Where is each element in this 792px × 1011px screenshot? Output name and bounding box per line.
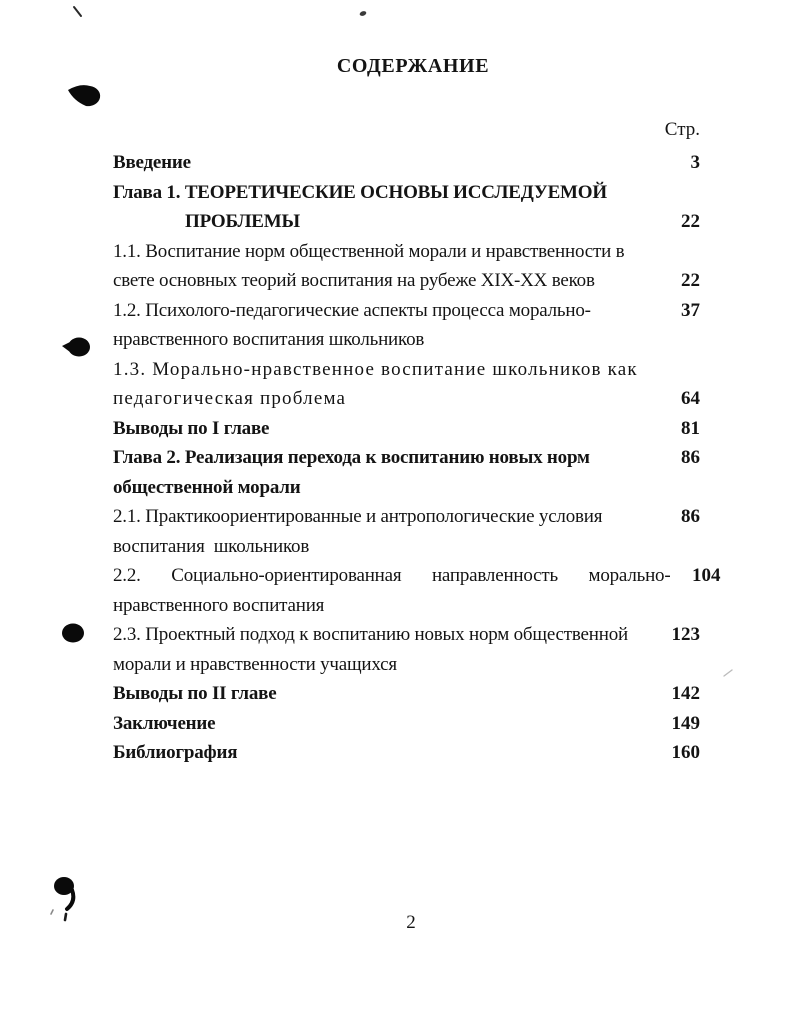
toc-row [113,532,700,562]
toc-row [113,561,721,591]
toc-entry-page: 86 [681,506,700,527]
toc-entry-page: 142 [671,683,700,704]
toc-entry-text: 1.1. Воспитание норм общественной морали и нравственности в [113,240,625,262]
toc-entry-text: Выводы по II главе [113,683,277,704]
toc-entry-page: 123 [671,624,700,645]
toc-entry-text: педагогическая проблема [113,388,347,409]
toc-entry-text: общественной морали [113,476,301,498]
ink-blob-icon [66,82,106,112]
toc-entry-text: Глава 2. Реализация перехода к воспитанию новых норм [113,447,590,468]
page-number: 2 [406,912,416,933]
page-column-header: Стр. [664,119,700,140]
toc-entry-text: 2.2. Социально-ориентированная направленность морально- [113,565,671,586]
toc-row [113,384,700,414]
ink-blob-icon [60,334,94,362]
toc-row [113,591,700,621]
toc-row [113,355,700,385]
ink-squiggle-icon [46,868,86,923]
toc-entry-page: 149 [671,712,700,734]
toc-row [113,679,700,709]
toc-row [113,296,700,326]
faint-tick-icon [721,666,737,680]
toc-row [113,620,700,650]
toc-entry-text: 2.3. Проектный подход к воспитанию новых норм общественной [113,624,628,645]
toc-row [113,650,700,680]
toc-row [113,738,700,768]
ink-blob-icon [60,621,90,647]
toc-entry-page: 37 [681,299,700,321]
toc-row [113,502,700,532]
toc-entry-text: морали и нравственности учащихся [113,653,397,675]
toc-entry-page: 81 [681,417,700,439]
toc-entry-text: Выводы по I главе [113,417,270,439]
page-title: СОДЕРЖАНИЕ [336,55,490,77]
toc-entry-text: Глава 1. ТЕОРЕТИЧЕСКИЕ ОСНОВЫ ИССЛЕДУЕМОЙ [113,181,607,203]
toc-row [113,443,700,473]
toc-entry-text: свете основных теорий воспитания на рубеже XIX-XX веков [113,270,595,291]
toc-entry-text: 2.1. Практикоориентированные и антропологические условия [113,506,603,527]
dot-top-center-icon [358,9,370,19]
toc-entry-text: нравственного воспитания [113,594,325,616]
toc-entry-text: нравственного воспитания школьников [113,329,425,350]
table-of-contents [113,148,721,768]
toc-row [113,414,700,444]
toc-entry-page: 22 [681,211,700,232]
toc-entry-page: 86 [681,447,700,468]
toc-row [113,325,700,355]
toc-entry-page: 3 [690,152,700,173]
toc-entry-text: ПРОБЛЕМЫ [185,211,300,232]
toc-entry-text: 1.3. Морально-нравственное воспитание школьников как [113,358,638,380]
toc-entry-page: 64 [681,388,700,409]
toc-entry-page: 160 [671,742,700,763]
toc-entry-text: Заключение [113,712,216,734]
toc-entry-page: 104 [691,565,721,586]
toc-entry-text: воспитания школьников [113,535,310,557]
toc-entry-text: Библиография [113,742,238,763]
toc-row [113,473,700,503]
toc-row [113,709,700,739]
toc-row [113,237,700,267]
toc-entry-text: 1.2. Психолого-педагогические аспекты процесса морально- [113,299,591,321]
toc-row [113,207,700,237]
toc-entry-page: 22 [681,270,700,291]
toc-entry-text: Введение [113,152,191,173]
toc-row [113,178,700,208]
toc-row [113,148,700,178]
toc-row [113,266,700,296]
tick-top-left-icon [72,5,86,19]
